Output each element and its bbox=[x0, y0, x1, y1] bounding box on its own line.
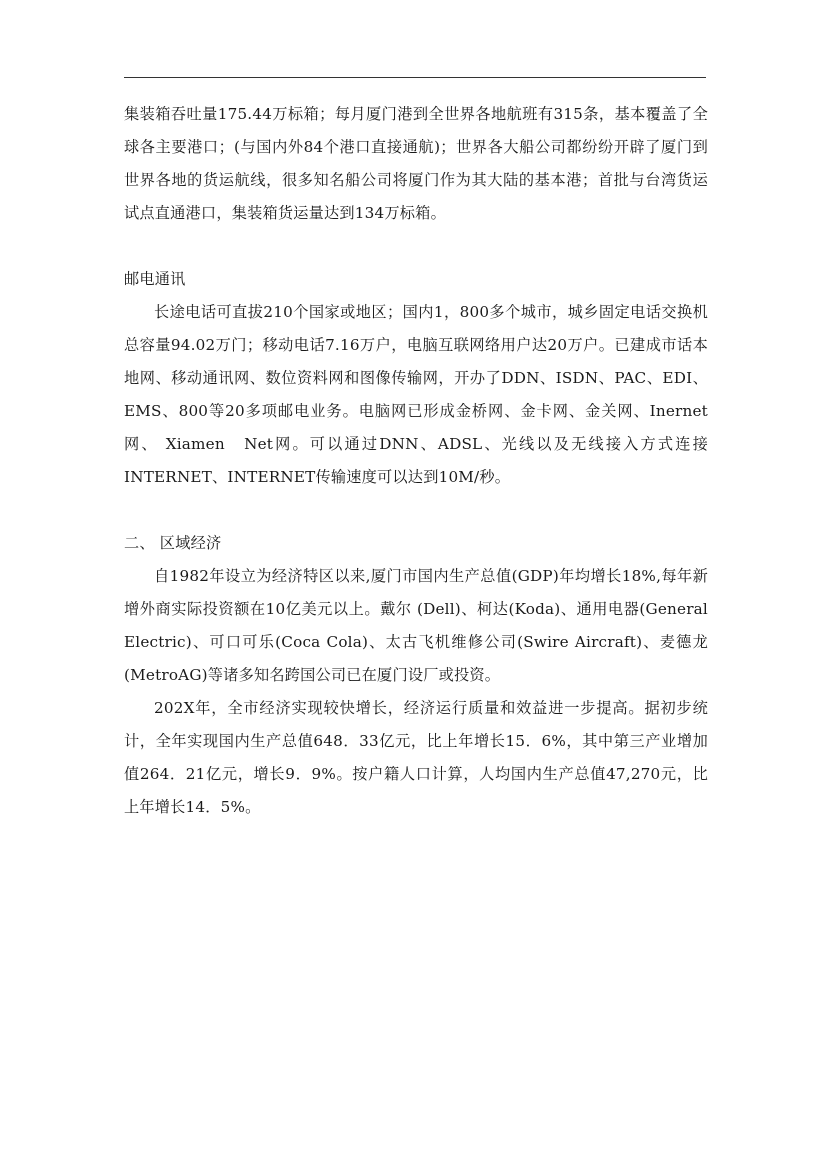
paragraph-economy-1: 自1982年设立为经济特区以来,厦门市国内生产总值(GDP)年均增长18%,每年新增外商实际投资额在10亿美元以上。戴尔 (Dell)、柯达(Koda)、通用电器(General Electric)、可口可乐(Coca Cola)、太古飞机维修公司(Swire Aircraft)、麦德龙(MetroAG)等诸多知名跨国公司已在厦门设厂或投资。 bbox=[124, 567, 708, 684]
document-body bbox=[124, 98, 708, 824]
section-heading-regional-economy: 二、 区域经济 bbox=[124, 534, 222, 552]
section-heading-telecom: 邮电通讯 bbox=[124, 270, 186, 288]
paragraph-port-continued: 集装箱吞吐量175.44万标箱；每月厦门港到全世界各地航班有315条，基本覆盖了全球各主要港口；(与国内外84个港口直接通航)；世界各大船公司都纷纷开辟了厦门到世界各地的货运航线，很多知名船公司将厦门作为其大陆的基本港；首批与台湾货运试点直通港口，集装箱货运量达到134万标箱。 bbox=[124, 105, 708, 222]
paragraph-telecom: 长途电话可直拔210个国家或地区；国内1，800多个城市，城乡固定电话交换机总容量94.02万门；移动电话7.16万户，电脑互联网络用户达20万户。已建成市话本地网、移动通讯网、数位资料网和图像传输网，开办了DDN、ISDN、PAC、EDI、EMS、800等20多项邮电业务。电脑网已形成金桥网、金卡网、金关网、Inernet网、 Xiamen Net网。可以通过DNN、ADSL、光线以及无线接入方式连接INTERNET、INTERNET传输速度可以达到10M/秒。 bbox=[124, 303, 708, 486]
header-rule bbox=[124, 77, 706, 78]
paragraph-economy-2: 202X年，全市经济实现较快增长，经济运行质量和效益进一步提高。据初步统计，全年实现国内生产总值648．33亿元，比上年增长15．6%，其中第三产业增加值264．21亿元，增长9．9%。按户籍人口计算，人均国内生产总值47,270元，比上年增长14．5%。 bbox=[124, 699, 708, 816]
